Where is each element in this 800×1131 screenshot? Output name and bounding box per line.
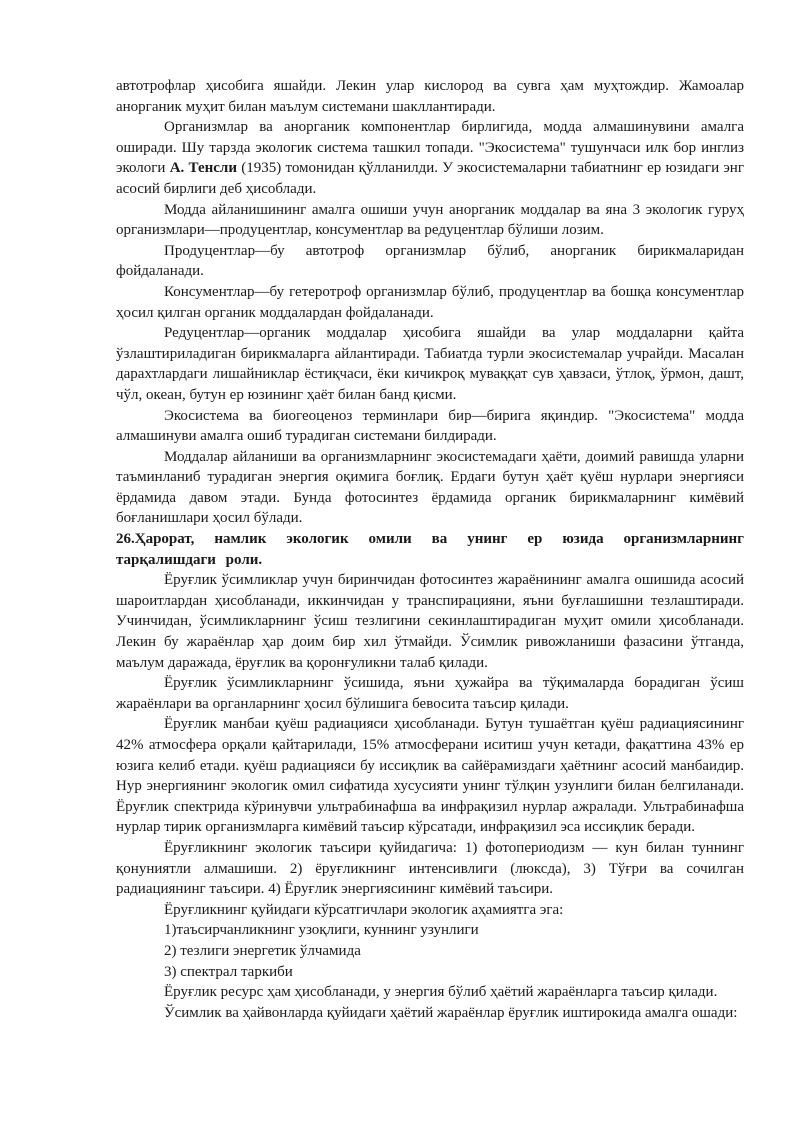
paragraph-reducers: Редуцентлар—органик моддалар ҳисобига яшайди ва улар моддаларни қайта ўзлаштириладиган бирикмаларга айлантиради. Табиатда турли экосистемалар учрайди. Масалан дарахтлардаги лишайниклар ёстиқчаси, ёки кичикроқ муваққат сув ҳавзаси, ўтлоқ, ўрмон, дашт, чўл, океан, бутун ер юзининг ҳаёт билан банд қисми. bbox=[116, 325, 744, 403]
paragraph-energy-flow: Моддалар айланиши ва организмларнинг экосистемадаги ҳаёти, доимий равишда уларни таъминланиб турадиган энергия оқимига боғлиқ. Ердаги бутун ҳаёт қуёш нурлари энергияси ёрдамида давом этади. Бунда фотосинтез ёрдамида органик бирикмаларнинг кимёвий боғланишлари ҳосил бўлади. bbox=[116, 448, 744, 527]
paragraph-matter-cycle: Модда айланишининг амалга ошиши учун анорганик моддалар ва яна 3 экологик гуруҳ организмлари—продуцентлар, консументлар ва редуцентлар бўлиши лозим. bbox=[116, 201, 744, 239]
paragraph-ecosystem-definition bbox=[116, 117, 744, 199]
paragraph-text: (1935) томонидан қўлланилди. У экосистемаларни табиатнинг ер юзидаги энг асосий бирлиги деб ҳисоблади. bbox=[116, 160, 744, 197]
section-heading: 26.Ҳарорат, намлик экологик омили ва унинг ер юзида организмларнинг тарқалишдаги роли. bbox=[116, 531, 744, 568]
paragraph-light-plants: Ёруғлик ўсимликлар учун биринчидан фотосинтез жараёнининг амалга ошишида асосий шароитлардан ҳисобланади, иккинчидан у транспирацияни, яъни буғлашишни тезлаштиради. Учинчидан, ўсимликларнинг ўсиш тезлигини секинлаштирадиган муҳит омили ҳисобланади. Лекин бу жараёнлар ҳар доим бир хил ўтмайди. Ўсимлик ривожланиши фазасини ўтганда, маълум даражада, ёруғлик ва қоронғуликни талаб қилади. bbox=[116, 572, 744, 671]
paragraph-light-effects: Ёруғликнинг экологик таъсири қуйидагича: 1) фотопериодизм — кун билан туннинг қонуниятли алмашиши. 2) ёруғликнинг интенсивлиги (люксда), 3) Тўғри ва сочилган радиациянинг таъсири. 4) Ёруғлик энергиясининг кимёвий таъсири. bbox=[116, 839, 744, 898]
paragraph-producers: Продуцентлар—бу автотроф организмлар бўлиб, анорганик бирикмаларидан фойдаланади. bbox=[116, 242, 744, 280]
author-name: А. Тенсли bbox=[169, 160, 237, 177]
paragraph-life-processes: Ўсимлик ва ҳайвонларда қуйидаги ҳаётий жараёнлар ёруғлик иштирокида амалга ошади: bbox=[164, 1004, 738, 1021]
paragraph-light-indicators: Ёруғликнинг қуйидаги кўрсатгичлари экологик аҳамиятга эга: bbox=[164, 901, 564, 918]
paragraph-text: Организмлар ва анорганик компонентлар бирлигида, модда алмашинувини амалга оширади. Шу тарзда экологик система ташкил топади. "Экосистема" тушунчаси илк бор инглиз экологи bbox=[116, 119, 744, 177]
paragraph-light-resource: Ёруғлик ресурс ҳам ҳисобланади, у энергия бўлиб ҳаётий жараёнларга таъсир қилади. bbox=[164, 984, 718, 1001]
paragraph-light-growth: Ёруғлик ўсимликларнинг ўсишида, яъни ҳужайра ва тўқималарда борадиган ўсиш жараёнлари ва органларнинг ҳосил бўлишига бевосита таъсир қилади. bbox=[116, 675, 744, 712]
list-item: 3) спектрал таркиби bbox=[164, 963, 293, 980]
document-body bbox=[116, 76, 744, 1023]
paragraph-biogeocenosis: Экосистема ва биогеоценоз терминлари бир—бирига яқиндир. "Экосистема" модда алмашинуви амалга ошиб турадиган системани билдиради. bbox=[116, 407, 744, 445]
paragraph-solar-radiation: Ёруғлик манбаи қуёш радиацияси ҳисобланади. Бутун тушаётган қуёш радиациясининг 42% атмосфера орқали қайтарилади, 15% атмосферани иситиш учун кетади, фақаттина 43% ер юзига келиб етади. қуёш радиацияси бу иссиқлик ва сайёрамиздаги ҳаётнинг асосий манбаидир. Нур энергиянинг экологик омил сифатида хусусияти унинг тўлқин узунлиги билан белгиланади. Ёруғлик спектрида кўринувчи ультрабинафша ва инфрақизил нурлар ажралади. Ультрабинафша нурлар тирик организмларга кимёвий таъсир кўрсатади, инфрақизил эса иссиқлик беради. bbox=[116, 716, 744, 836]
list-item: 1)таъсирчанликнинг узоқлиги, куннинг узунлиги bbox=[164, 922, 479, 939]
paragraph-consumers: Консументлар—бу гетеротроф организмлар бўлиб, продуцентлар ва бошқа консументлар ҳосил қилган органик моддалардан фойдаланади. bbox=[116, 283, 744, 321]
paragraph-autotrophs: автотрофлар ҳисобига яшайди. Лекин улар кислород ва сувга ҳам муҳтождир. Жамоалар анорганик муҳит билан маълум системани шакллантиради. bbox=[116, 78, 744, 115]
list-item: 2) тезлиги энергетик ўлчамида bbox=[164, 942, 361, 959]
